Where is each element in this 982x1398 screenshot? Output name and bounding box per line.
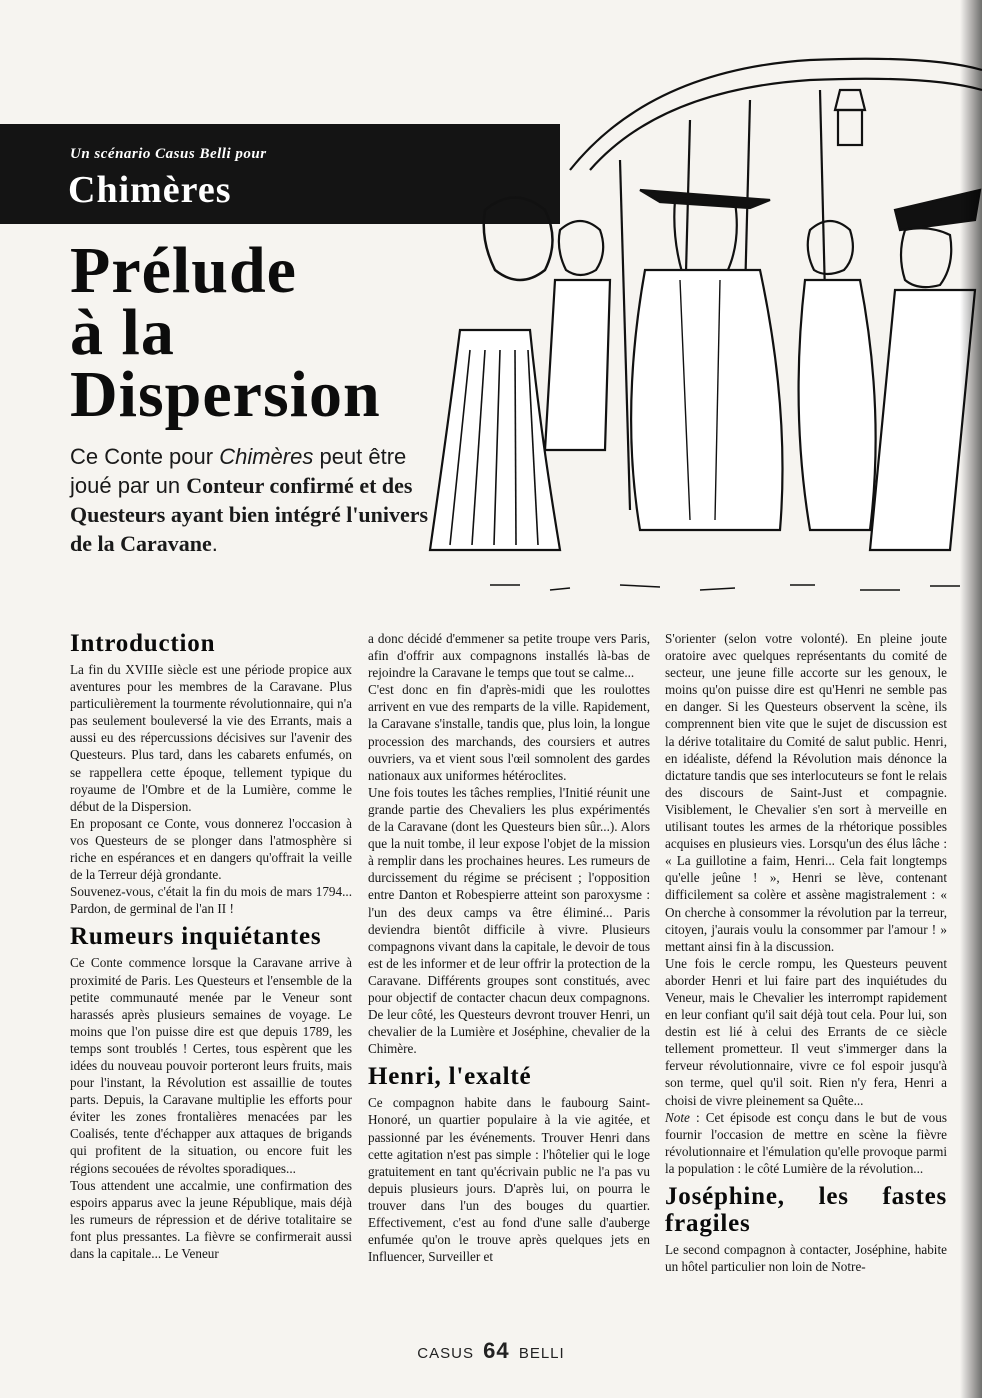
lede-text-2: peut être joué par un <box>70 444 407 498</box>
heading-rumeurs: Rumeurs inquiétantes <box>70 923 322 951</box>
col3-note <box>665 1109 947 1177</box>
title-line-1: Prélude <box>70 234 297 307</box>
col2-paragraph-1: a donc décidé d'emmener sa petite troupe vers Paris, afin d'offrir aux compagnons installés là-bas de rejoindre la Caravane le temps que tout se calme... <box>368 631 650 681</box>
lede-bold-text: Conteur confirmé et des Questeurs ayant bien intégré l'univers de la Caravane <box>70 473 429 556</box>
col2-paragraph-2: C'est donc en fin d'après-midi que les roulottes arrivent en vue des remparts de la ville. Rapidement, la Caravane s'installe, tandis que, plus loin, la longue procession des marchands, des coursiers et autres ouvriers, va et vient sous l'œil somnolent des gardes nationaux aux uniformes hétéroclites. <box>368 682 650 783</box>
lede-game-name: Chimères <box>219 444 314 469</box>
col3-paragraph-1: S'orienter (selon votre volonté). En pleine joute oratoire avec quelques représentants du comité de secteur, une jeune fille accorte sur les genoux, le moins qu'on puisse dire est qu'Henri ne semble pas en danger. Si les Questeurs observent la scène, ils comprennent bien vite que le sujet de discussion est la dérive totalitaire du Comité de salut public. Henri, en idéaliste, défend la Révolution mais dénonce la dictature tandis que ses interlocuteurs se font le relais des discours de Saint-Just et compagnie. Visiblement, le Chevalier s'en sort à merveille en utilisant toutes les armes de la rhétorique possibles acquises en plusieurs vies. Lorsqu'un des élus lâche : « La guillotine a faim, Henri... Cela fait longtemps qu'elle jeûne ! », Henri se lève, contenant difficilement sa colère et assène magistralement : « On cherche à consommer la révolution par la terreur, citoyen, j'aurais voulu la consommer par l'amour ! » mettant ainsi fin à la discussion. <box>665 631 947 954</box>
series-title: Chimères <box>68 169 232 211</box>
article-title <box>70 234 381 431</box>
title-line-2: à la <box>70 296 175 369</box>
page-number: 64 <box>483 1338 510 1363</box>
col3-paragraph-2: Une fois le cercle rompu, les Questeurs peuvent aborder Henri et lui faire part des inquiétudes du Veneur, mais le Chevalier les interrompt rapidement en leur confiant qu'il sait déjà tout cela. Pour lui, son destin est lié à celui des Errants de ce siècle tellement prometteur. Il veut s'immerger dans la ferveur révolutionnaire, vivre ce fol espoir jusqu'à son terme, quel qu'il soit. Rien n'y fera, Henri a choisi de vivre pleinement sa Quête... <box>665 955 947 1108</box>
intro-paragraph-3: Souvenez-vous, c'était la fin du mois de mars 1794... Pardon, de germinal de l'an II ! <box>70 884 352 917</box>
lede-end: . <box>211 531 218 556</box>
kicker: Un scénario Casus Belli pour <box>70 146 267 162</box>
page-footer <box>0 1338 982 1364</box>
column-2 <box>368 630 650 1265</box>
henri-paragraph-1: Ce compagnon habite dans le faubourg Saint-Honoré, un quartier populaire à la vie agitée, et passionné par les événements. Trouver Henri dans cette agitation n'est pas simple : l'hôtelier qui le loge gratuitement en tant qu'écrivain public ne l'a pas vu depuis plusieurs jours. D'après lui, on pourra le trouver dans l'un des bouges du quartier. Effectivement, c'est au fond d'une salle d'auberge enfumée qu'on le trouve après quelques jets en Influencer, Surveiller et <box>368 1095 650 1265</box>
rumeurs-paragraph-2: Tous attendent une accalmie, une confirmation des espoirs apparus avec la jeune République, mais déjà les rumeurs de répression et de dérive totalitaire se font plus pressantes. La fièvre se confirmerait aussi dans la capitale... Le Veneur <box>70 1177 352 1261</box>
column-3 <box>665 630 947 1275</box>
heading-introduction: Introduction <box>70 630 216 657</box>
rumeurs-paragraph-1: Ce Conte commence lorsque la Caravane arrive à proximité de Paris. Les Questeurs et l'ensemble de la petite communauté menée par le Veneur sont harassés après plusieurs semaines de voyage. Le moins que l'on puisse dire est que depuis 1789, les temps sont troublés ! Certes, tous espèrent que les idées du nouveau pouvoir porteront leurs fruits, mais pour l'instant, la Révolution est assaillie de toutes parts. Depuis, la Caravane multiplie les efforts pour éviter les zones frontalières menacées par les Coalisés, tente d'échapper aux attaques de brigands qui profitent de la situation, ou encore fuit les régions secouées de révoltes sporadiques... <box>70 955 352 1176</box>
heading-josephine: Joséphine, les fastes fragiles <box>665 1183 947 1237</box>
heading-henri: Henri, l'exalté <box>368 1063 532 1091</box>
col2-paragraph-3: Une fois toutes les tâches remplies, l'Initié réunit une grande partie des Chevaliers les plus expérimentés de la Caravane (dont les Questeurs bien sûr...). Alors que la nuit tombe, il leur expose l'objet de la mission à remplir dans les prochaines heures. Les rumeurs de durcissement du régime se précisent ; l'opposition entre Danton et Robespierre atteint son paroxysme : l'un des deux camps va être éliminé... Paris deviendra bientôt difficile à vivre. Plusieurs compagnons vivant dans la capitale, le devoir de tous est de les informer et de leur offrir la protection de la Caravane. Différents groupes sont constitués, avec pour objectif de contacter chacun deux compagnons. De leur côté, les Questeurs devront trouver Henri, un chevalier de la Lumière et Joséphine, chevalier de la Chimère. <box>368 784 650 1057</box>
intro-paragraph-1: La fin du XVIIIe siècle est une période propice aux aventures pour les membres de la Caravane. Plus particulièrement la tourmente révolutionnaire, qui n'a pas seulement bouleversé la vie des Errants, mais a aussi eu des répercussions décisives sur l'avenir des Questeurs. Plus tard, dans les cabarets enfumés, on se rappellera cette époque, tellement typique du royaume de l'Ombre et de la Lumière, comme le début de la Dispersion. <box>70 662 352 814</box>
intro-paragraph-2: En proposant ce Conte, vous donnerez l'occasion à vos Questeurs de se plonger dans l'atmosphère si riche en espérances et en dangers qu'offrait la veille de la Terreur déjà grondante. <box>70 815 352 883</box>
josephine-paragraph-1: Le second compagnon à contacter, Joséphine, habite un hôtel particulier non loin de Notre- <box>665 1242 947 1275</box>
caravan-illustration <box>390 30 982 620</box>
page-edge-shadow <box>960 0 982 1398</box>
lede-text-1: Ce Conte pour <box>70 444 220 469</box>
title-line-3: Dispersion <box>70 358 381 431</box>
note-label: Note <box>665 1109 690 1125</box>
footer-casus: CASUS <box>417 1345 474 1362</box>
column-1 <box>70 630 352 1262</box>
lede-paragraph <box>70 442 450 558</box>
note-text: : Cet épisode est conçu dans le but de vous fournir l'occasion de mettre en scène la fièvre révolutionnaire et l'émulation qu'elle provoque parmi la population : le côté Lumière de la révolution... <box>665 1109 947 1176</box>
footer-belli: BELLI <box>518 1345 565 1362</box>
